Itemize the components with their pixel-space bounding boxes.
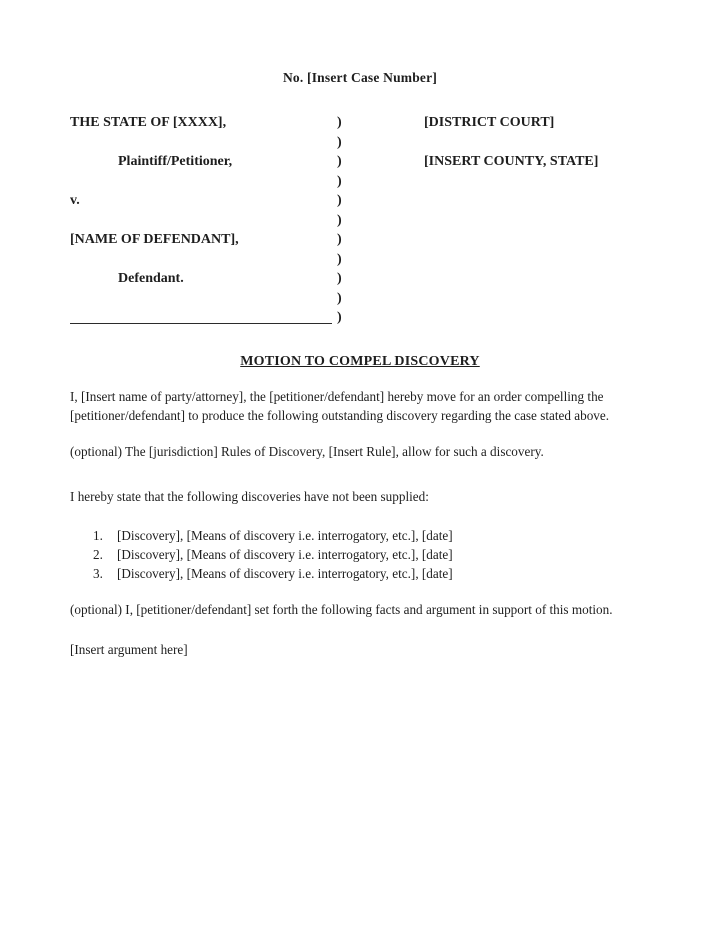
caption-right-text: [INSERT COUNTY, STATE] <box>424 154 599 169</box>
case-number-line: No. [Insert Case Number] <box>282 70 438 85</box>
caption-row <box>70 152 650 172</box>
caption-row <box>70 133 650 153</box>
caption-row <box>70 211 650 231</box>
caption-row <box>70 269 650 289</box>
caption-row <box>70 250 650 270</box>
caption-paren: ) <box>337 134 342 150</box>
caption-paren: ) <box>337 310 342 325</box>
caption-left-text <box>70 211 337 231</box>
caption-right-text <box>424 308 650 328</box>
caption-row <box>70 230 650 250</box>
list-item <box>70 564 650 583</box>
caption-row <box>70 172 650 192</box>
caption-paren: ) <box>337 232 342 247</box>
caption-right-text <box>424 172 650 192</box>
list-item-text: [Discovery], [Means of discovery i.e. interrogatory, etc.], [date] <box>117 566 453 582</box>
caption-right-text <box>424 289 650 309</box>
list-item-text: [Discovery], [Means of discovery i.e. interrogatory, etc.], [date] <box>117 527 453 543</box>
caption-left-text <box>70 172 337 192</box>
caption-left-text: v. <box>70 193 80 208</box>
list-item <box>70 526 650 545</box>
caption-right-text <box>424 269 650 289</box>
paragraph-facts-and-argument: (optional) I, [petitioner/defendant] set forth the following facts and argument in support of this motion. <box>70 601 613 617</box>
motion-title: MOTION TO COMPEL DISCOVERY <box>240 353 480 369</box>
caption-right-text <box>424 211 650 231</box>
caption-left-text: [NAME OF DEFENDANT], <box>70 232 239 247</box>
caption-row <box>70 289 650 309</box>
caption-left-text <box>70 133 337 153</box>
caption-left-text: THE STATE OF [XXXX], <box>70 115 227 130</box>
list-item-number: 2. <box>93 546 103 562</box>
list-item-number: 1. <box>93 527 103 543</box>
caption-right-text <box>424 230 650 250</box>
caption-left-text <box>70 289 337 309</box>
paragraph-discoveries-not-supplied: I hereby state that the following discoveries have not been supplied: <box>70 489 429 505</box>
caption-paren: ) <box>337 115 342 130</box>
discovery-list <box>70 526 650 584</box>
caption-paren: ) <box>337 212 342 228</box>
list-item-text: [Discovery], [Means of discovery i.e. interrogatory, etc.], [date] <box>117 546 453 562</box>
list-item <box>70 545 650 564</box>
caption-row <box>70 113 650 133</box>
caption-paren: ) <box>337 154 342 169</box>
case-caption <box>70 113 650 328</box>
paragraph-move-for-order: I, [Insert name of party/attorney], the [petitioner/defendant] hereby move for an order compelling the [petitioner/defendant] to produce the following outstanding discovery regarding the case stated above. <box>70 388 610 423</box>
caption-left-cell <box>70 308 337 328</box>
caption-row <box>70 308 650 328</box>
caption-right-text <box>424 250 650 270</box>
paragraph-rules-of-discovery: (optional) The [jurisdiction] Rules of Discovery, [Insert Rule], allow for such a discovery. <box>70 444 544 460</box>
caption-paren: ) <box>337 271 342 286</box>
paragraph-insert-argument: [Insert argument here] <box>70 641 188 657</box>
caption-right-text: [DISTRICT COURT] <box>424 115 555 130</box>
caption-left-text: Plaintiff/Petitioner, <box>118 154 233 169</box>
caption-left-text: Defendant. <box>118 271 184 286</box>
list-item-number: 3. <box>93 566 103 582</box>
caption-paren: ) <box>337 251 342 267</box>
caption-right-text <box>424 191 650 211</box>
caption-paren: ) <box>337 290 342 306</box>
caption-paren: ) <box>337 173 342 189</box>
caption-row <box>70 191 650 211</box>
caption-underline <box>70 308 332 324</box>
caption-right-text <box>424 133 650 153</box>
caption-paren: ) <box>337 193 342 208</box>
caption-left-text <box>70 250 337 270</box>
